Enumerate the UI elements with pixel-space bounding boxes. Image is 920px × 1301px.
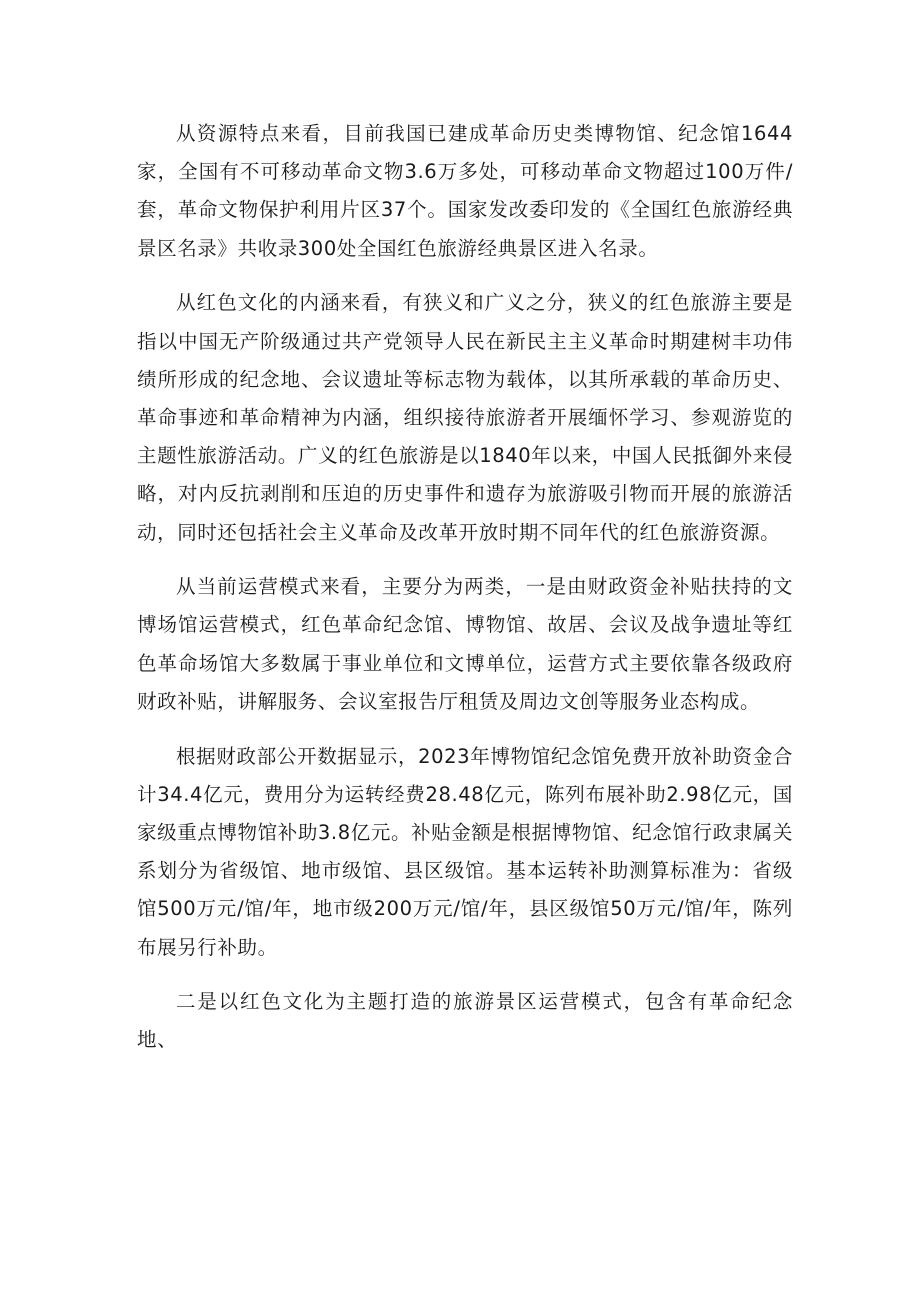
paragraph-scenic-area-mode: 二是以红色文化为主题打造的旅游景区运营模式，包含有革命纪念地、 bbox=[137, 990, 793, 1052]
document-body bbox=[137, 115, 793, 1060]
paragraph-operation-modes: 从当前运营模式来看，主要分为两类，一是由财政资金补贴扶持的文博场馆运营模式，红色革命纪念馆、博物馆、故居、会议及战争遗址等红色革命场馆大多数属于事业单位和文博单位，运营方式主要依靠各级政府财政补贴，讲解服务、会议室报告厅租赁及周边文创等服务业态构成。 bbox=[137, 575, 793, 713]
paragraph-red-culture-connotation: 从红色文化的内涵来看，有狭义和广义之分，狭义的红色旅游主要是指以中国无产阶级通过共产党领导人民在新民主主义革命时期建树丰功伟绩所形成的纪念地、会议遗址等标志物为载体，以其所承载的革命历史、革命事迹和革命精神为内涵，组织接待旅游者开展缅怀学习、参观游览的主题性旅游活动。广义的红色旅游是以1840年以来，中国人民抵御外来侵略，对内反抗剥削和压迫的历史事件和遗存为旅游吸引物而开展的旅游活动，同时还包括社会主义革命及改革开放时期不同年代的红色旅游资源。 bbox=[137, 291, 793, 544]
paragraph-resource-features: 从资源特点来看，目前我国已建成革命历史类博物馆、纪念馆1644家，全国有不可移动革命文物3.6万多处，可移动革命文物超过100万件/套，革命文物保护利用片区37个。国家发改委印发的《全国红色旅游经典景区名录》共收录300处全国红色旅游经典景区进入名录。 bbox=[137, 122, 793, 260]
paragraph-subsidy-data: 根据财政部公开数据显示，2023年博物馆纪念馆免费开放补助资金合计34.4亿元，费用分为运转经费28.48亿元，陈列布展补助2.98亿元，国家级重点博物馆补助3.8亿元。补贴金额是根据博物馆、纪念馆行政隶属关系划分为省级馆、地市级馆、县区级馆。基本运转补助测算标准为：省级馆500万元/馆/年，地市级200万元/馆/年，县区级馆50万元/馆/年，陈列布展另行补助。 bbox=[137, 744, 793, 959]
